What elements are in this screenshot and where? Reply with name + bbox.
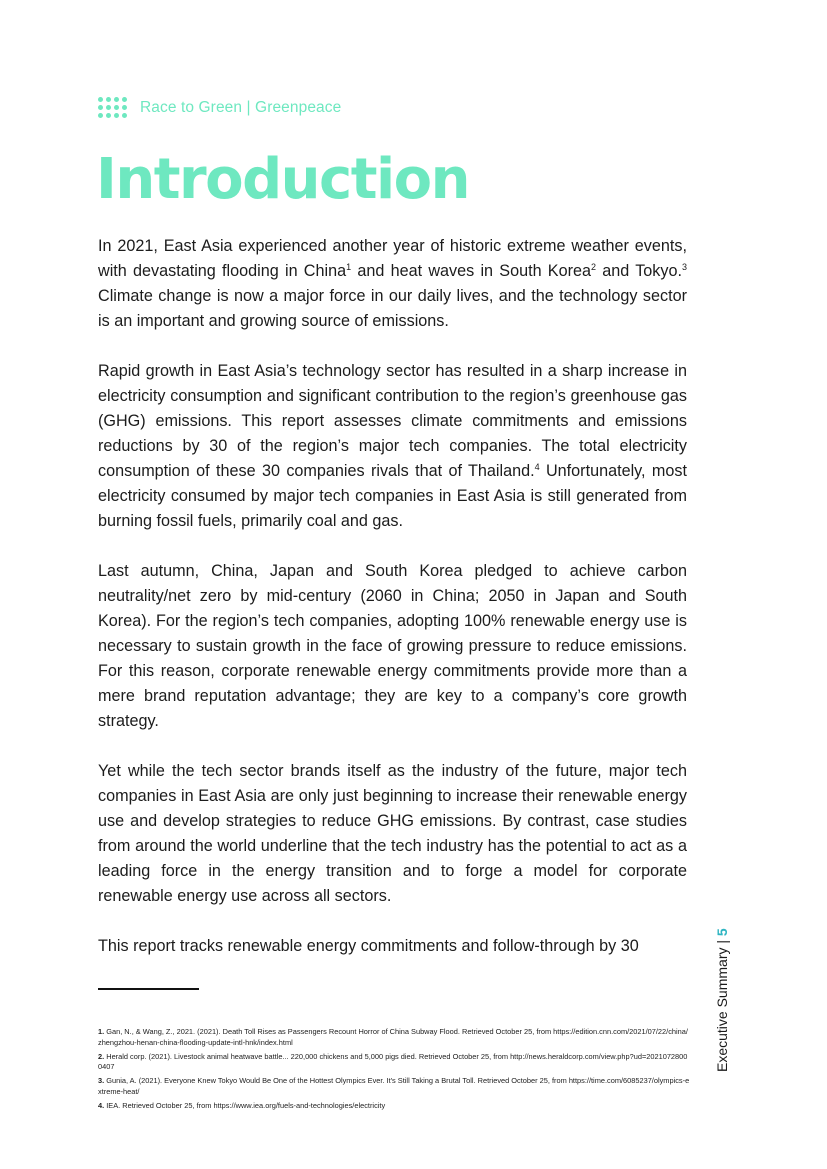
page-number: 5 [714,928,730,937]
paragraph-text: Climate change is now a major force in our daily lives, and the technology sector is an important and growing source of emissions. [98,287,687,330]
footnote-number: 2. [98,1051,105,1061]
footnotes [98,1027,690,1115]
paragraph [98,759,687,909]
footnote [98,1027,690,1048]
footnote-ref: 2 [591,262,597,272]
footnote-number: 4. [98,1100,105,1110]
footnote [98,1052,690,1073]
paragraph-text: Rapid growth in East Asia’s technology sector has resulted in a sharp increase in electricity consumption and significant contribution to the region’s greenhouse gas (GHG) emissions. This report assesses climate commitments and emissions reductions by 30 of the region’s major tech companies. The total electricity consumption of these 30 companies rivals that of Thailand. [98,362,687,480]
footnote-text: Gan, N., & Wang, Z., 2021. (2021). Death Toll Rises as Passengers Recount Horror of China Subway Flood. Retrieved October 25, from https://edition.cnn.com/2021/07/22/china/zhengzhou-henan-china-flooding-update-intl-hnk/index.html [98,1027,688,1047]
paragraph-text: This report tracks renewable energy commitments and follow-through by 30 [98,937,639,955]
section-page-label [714,892,730,1072]
footnote-ref: 1 [346,262,352,272]
paragraph-text: and Tokyo. [596,262,682,280]
body-text [98,234,687,984]
footnote-text: IEA. Retrieved October 25, from https://www.iea.org/fuels-and-technologies/electricity [106,1100,386,1110]
paragraph-text: In 2021, East Asia experienced another year of historic extreme weather events, with devastating flooding in China [98,237,687,280]
footnote-text: Gunia, A. (2021). Everyone Knew Tokyo Would Be One of the Hottest Olympics Ever. It's Still Taking a Brutal Toll. Retrieved October 25, from https://time.com/6085237/olympics-extreme-heat/ [98,1076,690,1096]
footnote-number: 3. [98,1076,105,1085]
paragraph [98,559,687,734]
paragraph-text: Unfortunately, most electricity consumed by major tech companies in East Asia is still generated from burning fossil fuels, primarily coal and gas. [98,462,687,530]
paragraph [98,234,687,334]
paragraph-text: Yet while the tech sector brands itself as the industry of the future, major tech companies in East Asia are only just beginning to increase their renewable energy use and develop strategies to reduce GHG emissions. By contrast, case studies from around the world underline that the tech industry has the potential to act as a leading force in the energy transition and to forge a model for corporate renewable energy use across all sectors. [98,762,687,905]
page-title: Introduction [96,147,470,212]
footnote-divider [98,988,199,990]
footnote [98,1076,690,1097]
footnote-number: 1. [98,1027,105,1036]
paragraph [98,934,687,959]
page-header [98,97,341,118]
paragraph-text: and heat waves in South Korea [351,262,592,280]
greenpeace-dots-logo-icon [98,97,127,118]
footnote-ref: 4 [534,462,540,472]
footnote-ref: 3 [682,262,688,272]
footnote [98,1101,690,1112]
paragraph [98,359,687,534]
paragraph-text: Last autumn, China, Japan and South Korea pledged to achieve carbon neutrality/net zero by mid-century (2060 in China; 2050 in Japan and South Korea). For the region’s tech companies, adopting 100% renewable energy use is necessary to sustain growth in the face of growing pressure to reduce emissions. For this reason, corporate renewable energy commitments provide more than a mere brand reputation advantage; they are key to a company’s core growth strategy. [98,562,687,730]
section-name: Executive Summary | [714,939,730,1072]
footnote-text: Herald corp. (2021). Livestock animal heatwave battle... 220,000 chickens and 5,000 pigs died. Retrieved October 25, from http://news.heraldcorp.com/view.php?ud=20210728000407 [98,1051,688,1071]
header-title: Race to Green | Greenpeace [140,98,342,116]
